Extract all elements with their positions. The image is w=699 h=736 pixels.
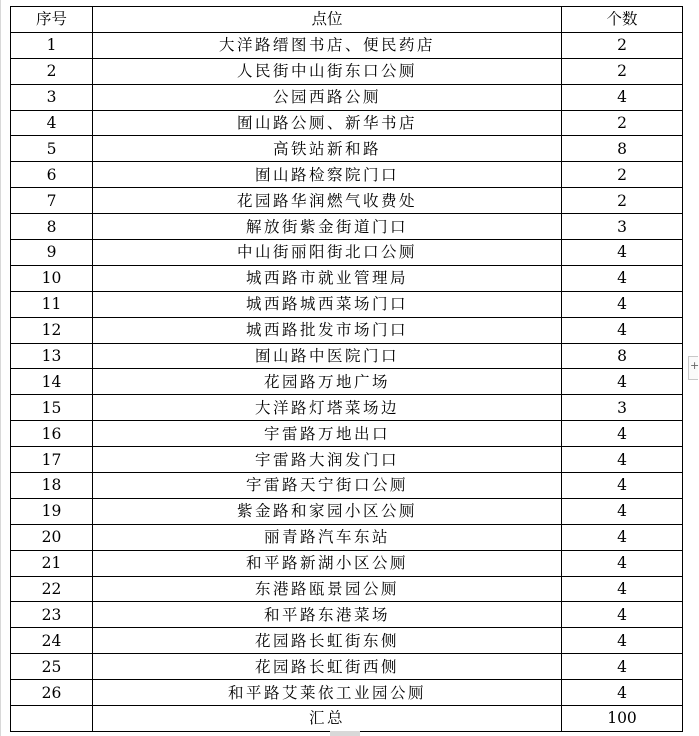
row-count: 4 (562, 576, 683, 602)
row-location: 花园路华润燃气收费处 (93, 188, 562, 214)
row-index: 4 (11, 110, 93, 136)
row-index: 2 (11, 58, 93, 84)
row-count: 4 (562, 550, 683, 576)
row-count: 2 (562, 32, 683, 58)
total-index (11, 706, 93, 732)
table-row (11, 343, 683, 369)
total-count: 100 (562, 706, 683, 732)
row-location: 紫金路和家园小区公厕 (93, 498, 562, 524)
row-location: 花园路长虹街东侧 (93, 628, 562, 654)
row-count: 4 (562, 447, 683, 473)
row-count: 4 (562, 524, 683, 550)
table-row (11, 680, 683, 706)
table-body (11, 32, 683, 705)
row-location: 丽青路汽车东站 (93, 524, 562, 550)
row-count: 4 (562, 473, 683, 499)
row-count: 4 (562, 265, 683, 291)
row-location: 大洋路缙图书店、便民药店 (93, 32, 562, 58)
header-count: 个数 (562, 7, 683, 33)
plus-icon: + (690, 359, 699, 372)
row-index: 1 (11, 32, 93, 58)
row-count: 4 (562, 628, 683, 654)
table-row (11, 447, 683, 473)
bottom-handle[interactable] (330, 731, 360, 736)
table-row (11, 524, 683, 550)
row-index: 13 (11, 343, 93, 369)
row-count: 8 (562, 343, 683, 369)
row-location: 囿山路检察院门口 (93, 162, 562, 188)
table-row (11, 58, 683, 84)
table-row (11, 654, 683, 680)
table-row (11, 214, 683, 240)
expand-handle[interactable] (688, 356, 698, 380)
row-location: 和平路艾莱依工业园公厕 (93, 680, 562, 706)
row-index: 15 (11, 395, 93, 421)
table-row (11, 32, 683, 58)
table-row (11, 628, 683, 654)
row-location: 人民街中山街东口公厕 (93, 58, 562, 84)
header-index: 序号 (11, 7, 93, 33)
row-count: 4 (562, 602, 683, 628)
header-row (11, 7, 683, 33)
row-index: 9 (11, 240, 93, 266)
table-row (11, 602, 683, 628)
row-index: 17 (11, 447, 93, 473)
table-row (11, 369, 683, 395)
table-row (11, 498, 683, 524)
row-index: 24 (11, 628, 93, 654)
row-count: 2 (562, 188, 683, 214)
row-location: 宇雷路大润发门口 (93, 447, 562, 473)
row-location: 解放街紫金街道门口 (93, 214, 562, 240)
table-row (11, 110, 683, 136)
row-location: 城西路城西菜场门口 (93, 291, 562, 317)
row-count: 3 (562, 214, 683, 240)
table-row (11, 550, 683, 576)
left-edge-line (0, 0, 1, 736)
table-row (11, 421, 683, 447)
row-location: 囿山路公厕、新华书店 (93, 110, 562, 136)
total-row (11, 706, 683, 732)
row-location: 高铁站新和路 (93, 136, 562, 162)
row-location: 和平路东港菜场 (93, 602, 562, 628)
row-index: 3 (11, 84, 93, 110)
table-row (11, 395, 683, 421)
row-count: 2 (562, 58, 683, 84)
row-location: 宇雷路万地出口 (93, 421, 562, 447)
row-index: 21 (11, 550, 93, 576)
row-count: 4 (562, 317, 683, 343)
row-location: 城西路批发市场门口 (93, 317, 562, 343)
row-location: 囿山路中医院门口 (93, 343, 562, 369)
row-count: 2 (562, 162, 683, 188)
row-count: 4 (562, 421, 683, 447)
table-row (11, 84, 683, 110)
row-location: 中山街丽阳街北口公厕 (93, 240, 562, 266)
table-row (11, 576, 683, 602)
row-index: 19 (11, 498, 93, 524)
table-row (11, 188, 683, 214)
row-count: 4 (562, 680, 683, 706)
row-index: 5 (11, 136, 93, 162)
row-count: 3 (562, 395, 683, 421)
row-index: 12 (11, 317, 93, 343)
table-row (11, 136, 683, 162)
header-location: 点位 (93, 7, 562, 33)
data-table (10, 6, 683, 732)
table-row (11, 162, 683, 188)
row-count: 8 (562, 136, 683, 162)
table-row (11, 473, 683, 499)
row-location: 和平路新湖小区公厕 (93, 550, 562, 576)
table-row (11, 291, 683, 317)
row-index: 18 (11, 473, 93, 499)
row-index: 6 (11, 162, 93, 188)
row-count: 4 (562, 240, 683, 266)
row-location: 公园西路公厕 (93, 84, 562, 110)
row-index: 22 (11, 576, 93, 602)
table-row (11, 240, 683, 266)
row-index: 11 (11, 291, 93, 317)
row-index: 16 (11, 421, 93, 447)
row-index: 20 (11, 524, 93, 550)
row-count: 4 (562, 498, 683, 524)
row-count: 4 (562, 291, 683, 317)
row-location: 花园路万地广场 (93, 369, 562, 395)
row-count: 2 (562, 110, 683, 136)
row-location: 花园路长虹街西侧 (93, 654, 562, 680)
row-index: 23 (11, 602, 93, 628)
row-index: 26 (11, 680, 93, 706)
row-location: 城西路市就业管理局 (93, 265, 562, 291)
table-row (11, 265, 683, 291)
row-index: 25 (11, 654, 93, 680)
row-count: 4 (562, 654, 683, 680)
row-index: 7 (11, 188, 93, 214)
row-index: 14 (11, 369, 93, 395)
row-location: 东港路瓯景园公厕 (93, 576, 562, 602)
total-label: 汇总 (93, 706, 562, 732)
row-count: 4 (562, 84, 683, 110)
row-index: 8 (11, 214, 93, 240)
row-location: 大洋路灯塔菜场边 (93, 395, 562, 421)
table-row (11, 317, 683, 343)
row-location: 宇雷路天宁街口公厕 (93, 473, 562, 499)
row-count: 4 (562, 369, 683, 395)
row-index: 10 (11, 265, 93, 291)
